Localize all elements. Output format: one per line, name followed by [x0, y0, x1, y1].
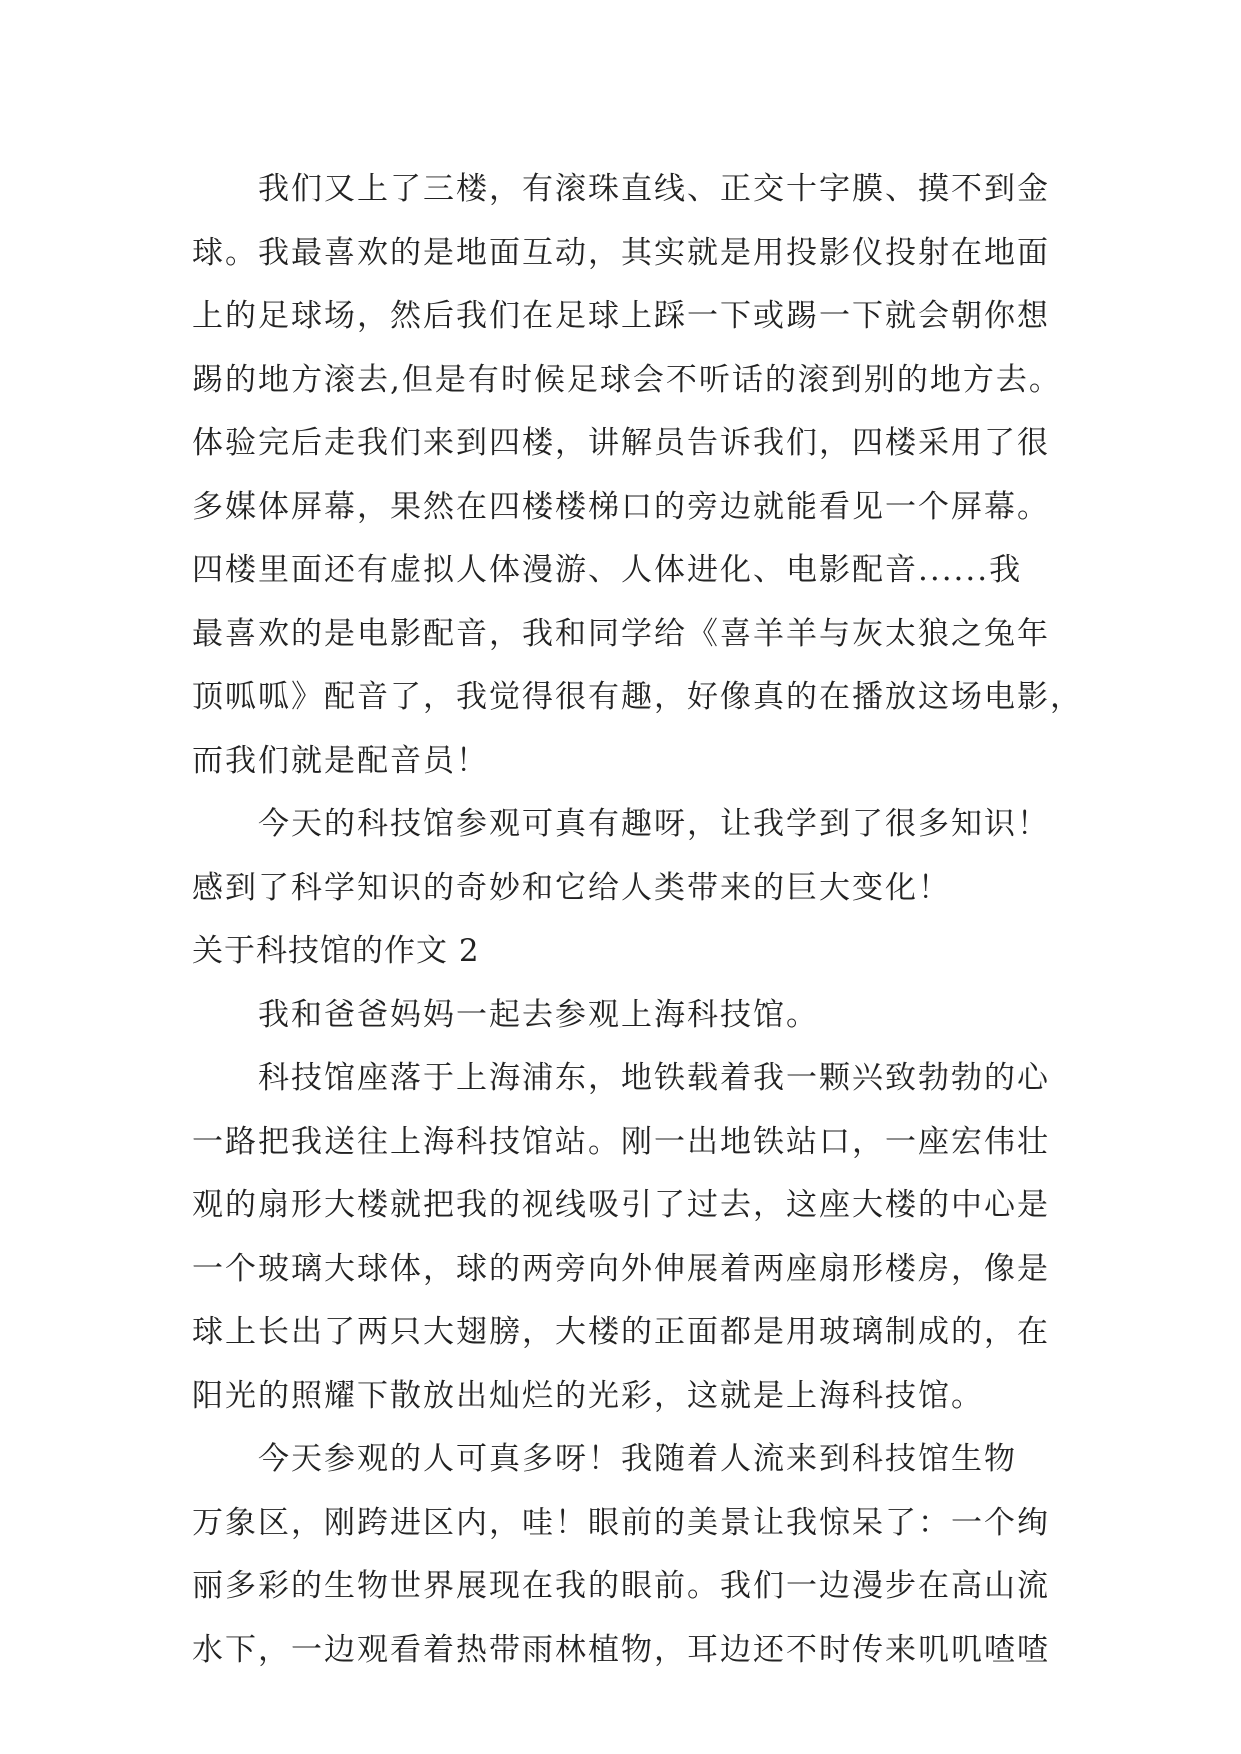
text-line: 而我们就是配音员！ [192, 742, 489, 779]
text-line: 阳光的照耀下散放出灿烂的光彩，这就是上海科技馆。 [192, 1377, 984, 1414]
text-line: 丽多彩的生物世界展现在我的眼前。我们一边漫步在高山流 [192, 1568, 1050, 1604]
text-line: 一个玻璃大球体，球的两旁向外伸展着两座扇形楼房，像是 [192, 1250, 1050, 1287]
text-line: 感到了科学知识的奇妙和它给人类带来的巨大变化！ [192, 869, 951, 906]
text-line: 观的扇形大楼就把我的视线吸引了过去，这座大楼的中心是 [192, 1187, 1050, 1223]
text-line: 水下，一边观看着热带雨林植物，耳边还不时传来叽叽喳喳 [192, 1631, 1050, 1668]
text-line: 多媒体屏幕，果然在四楼楼梯口的旁边就能看见一个屏幕。 [192, 488, 1050, 525]
text-line: 今天的科技馆参观可真有趣呀，让我学到了很多知识！ [258, 806, 1050, 842]
text-line: 踢的地方滚去,但是有时候足球会不听话的滚到别的地方去。 [192, 361, 1062, 398]
text-line: 我和爸爸妈妈一起去参观上海科技馆。 [258, 996, 819, 1033]
text-line: 上的足球场，然后我们在足球上踩一下或踢一下就会朝你想 [192, 298, 1050, 334]
text-line: 一路把我送往上海科技馆站。刚一出地铁站口，一座宏伟壮 [192, 1123, 1050, 1160]
text-line: 我们又上了三楼，有滚珠直线、正交十字膜、摸不到金 [258, 171, 1050, 207]
text-line: 顶呱呱》配音了，我觉得很有趣，好像真的在播放这场电影， [192, 679, 1083, 715]
text-line: 四楼里面还有虚拟人体漫游、人体进化、电影配音......我 [192, 552, 1023, 588]
essay-body [192, 158, 1083, 1682]
text-line: 最喜欢的是电影配音，我和同学给《喜羊羊与灰太狼之兔年 [192, 615, 1050, 652]
text-line: 科技馆座落于上海浦东，地铁载着我一颗兴致勃勃的心 [258, 1060, 1050, 1096]
text-line: 今天参观的人可真多呀！我随着人流来到科技馆生物 [258, 1441, 1017, 1477]
text-line: 体验完后走我们来到四楼，讲解员告诉我们，四楼采用了很 [192, 425, 1050, 461]
text-line: 球。我最喜欢的是地面互动，其实就是用投影仪投射在地面 [192, 234, 1050, 271]
section-heading: 关于科技馆的作文 2 [192, 933, 480, 969]
text-line: 万象区，刚跨进区内，哇！眼前的美景让我惊呆了：一个绚 [192, 1504, 1050, 1541]
text-line: 球上长出了两只大翅膀，大楼的正面都是用玻璃制成的，在 [192, 1314, 1050, 1350]
